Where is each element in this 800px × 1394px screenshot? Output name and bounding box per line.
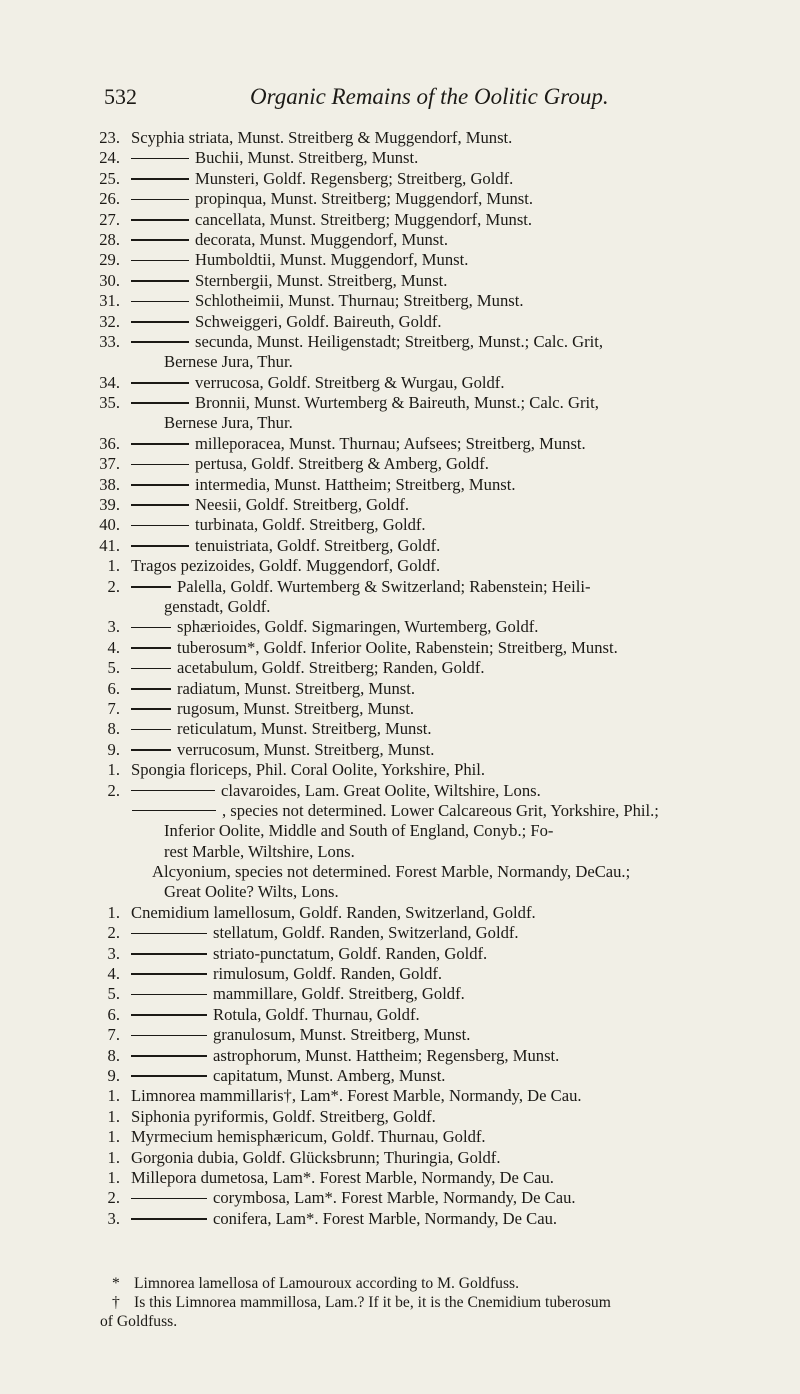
- ditto-rule: [131, 178, 189, 180]
- entry-row: [0, 1127, 800, 1147]
- footnote: [112, 1293, 792, 1312]
- ditto-rule: [131, 280, 189, 282]
- entry-row: [0, 210, 800, 230]
- entry-number: 2.: [107, 923, 120, 943]
- entry-content: conifera, Lam*. Forest Marble, Normandy, De Cau.: [213, 1208, 558, 1228]
- entry-row: [0, 1046, 800, 1066]
- entry-content: turbinata, Goldf. Streitberg, Goldf.: [195, 515, 426, 535]
- entry-row: [0, 964, 800, 984]
- entry-text: [131, 1005, 420, 1025]
- entry-text: [131, 1046, 559, 1066]
- entry-row: [0, 413, 800, 433]
- entry-row: [0, 393, 800, 413]
- entry-content: sphærioides, Goldf. Sigmaringen, Wurtemberg, Goldf.: [177, 617, 539, 637]
- entry-content: Great Oolite? Wilts, Lons.: [164, 882, 339, 902]
- entry-content: reticulatum, Munst. Streitberg, Munst.: [177, 719, 432, 739]
- entry-text: [164, 597, 270, 617]
- entry-text: [131, 169, 513, 189]
- entry-content: Millepora dumetosa, Lam*. Forest Marble, Normandy, De Cau.: [131, 1167, 554, 1187]
- footnote-text: Is this Limnorea mammillosa, Lam.? If it be, it is the Cnemidium tuberosum: [134, 1294, 611, 1311]
- entry-row: [0, 1086, 800, 1106]
- entry-content: stellatum, Goldf. Randen, Switzerland, Goldf.: [213, 923, 519, 943]
- entry-content: Cnemidium lamellosum, Goldf. Randen, Switzerland, Goldf.: [131, 902, 536, 922]
- ditto-rule: [131, 525, 189, 527]
- footnote-mark: *: [112, 1275, 120, 1292]
- entry-text: [131, 475, 515, 495]
- entry-row: [0, 781, 800, 801]
- entry-text: [131, 1188, 576, 1208]
- entry-number: 41.: [99, 535, 120, 555]
- entry-row: [0, 1066, 800, 1086]
- entry-number: 8.: [107, 1045, 120, 1065]
- page-header: [104, 84, 744, 114]
- ditto-rule: [131, 321, 189, 323]
- ditto-rule: [131, 219, 189, 221]
- entry-number: 30.: [99, 270, 120, 290]
- entry-content: Humboldtii, Munst. Muggendorf, Munst.: [195, 250, 469, 270]
- entry-text: [131, 189, 533, 209]
- ditto-rule: [131, 158, 189, 160]
- entry-text: [131, 1209, 557, 1229]
- entry-text: [131, 454, 489, 474]
- page-number: 532: [104, 84, 137, 109]
- ditto-rule: [131, 443, 189, 445]
- entry-content: Myrmecium hemisphæricum, Goldf. Thurnau, Goldf.: [131, 1127, 486, 1147]
- entry-content: pertusa, Goldf. Streitberg & Amberg, Goldf.: [195, 454, 489, 474]
- entry-row: [0, 536, 800, 556]
- ditto-rule: [131, 1198, 207, 1200]
- ditto-rule: [131, 484, 189, 486]
- entry-text: [131, 148, 418, 168]
- entry-content: Buchii, Munst. Streitberg, Munst.: [195, 148, 419, 168]
- entry-text: [152, 862, 630, 882]
- entry-row: [0, 679, 800, 699]
- ditto-rule: [131, 1014, 207, 1016]
- entry-number: 36.: [99, 433, 120, 453]
- entry-row: [0, 882, 800, 902]
- entry-content: Bronnii, Munst. Wurtemberg & Baireuth, Munst.; Calc. Grit,: [195, 393, 599, 413]
- ditto-rule: [131, 545, 189, 547]
- entry-number: 29.: [99, 250, 120, 270]
- entry-content: cancellata, Munst. Streitberg; Muggendorf, Munst.: [195, 209, 533, 229]
- entry-row: [0, 577, 800, 597]
- entry-content: rugosum, Munst. Streitberg, Munst.: [177, 698, 415, 718]
- entry-row: [0, 434, 800, 454]
- entry-text: [131, 1148, 500, 1168]
- entry-content: Neesii, Goldf. Streitberg, Goldf.: [195, 495, 409, 515]
- entry-row: [0, 842, 800, 862]
- ditto-rule: [131, 729, 171, 731]
- ditto-rule: [131, 1218, 207, 1220]
- entry-text: [131, 1168, 554, 1188]
- entry-content: Gorgonia dubia, Goldf. Glücksbrunn; Thuringia, Goldf.: [131, 1147, 501, 1167]
- entry-number: 2.: [107, 780, 120, 800]
- entry-text: [164, 821, 553, 841]
- entry-text: [131, 984, 465, 1004]
- ditto-rule: [131, 790, 215, 792]
- entry-content: Palella, Goldf. Wurtemberg & Switzerland; Rabenstein; Heili-: [177, 576, 591, 596]
- entry-text: [131, 964, 442, 984]
- entry-text: [131, 903, 536, 923]
- ditto-rule: [131, 933, 207, 935]
- entry-row: [0, 760, 800, 780]
- entry-number: 7.: [107, 1025, 120, 1045]
- entry-number: 39.: [99, 495, 120, 515]
- entry-content: corymbosa, Lam*. Forest Marble, Normandy, De Cau.: [213, 1188, 576, 1208]
- ditto-rule: [131, 260, 189, 262]
- entry-number: 31.: [99, 291, 120, 311]
- entry-row: [0, 1025, 800, 1045]
- ditto-rule: [131, 749, 171, 751]
- entry-content: verrucosum, Munst. Streitberg, Munst.: [177, 739, 435, 759]
- entry-number: 35.: [99, 393, 120, 413]
- entry-row: [0, 271, 800, 291]
- entry-number: 37.: [99, 454, 120, 474]
- ditto-rule: [131, 239, 189, 241]
- entry-text: [131, 760, 485, 780]
- entry-row: [0, 250, 800, 270]
- entry-row: [0, 475, 800, 495]
- entry-row: [0, 658, 800, 678]
- entry-text: [131, 536, 440, 556]
- entry-text: [131, 719, 432, 739]
- entry-content: tuberosum*, Goldf. Inferior Oolite, Rabenstein; Streitberg, Munst.: [177, 637, 618, 657]
- entry-number: 25.: [99, 168, 120, 188]
- entry-text: [131, 373, 504, 393]
- entry-text: [222, 801, 659, 821]
- ditto-rule: [131, 301, 189, 303]
- entry-text: [131, 577, 590, 597]
- entry-text: [131, 617, 538, 637]
- entry-text: [131, 271, 447, 291]
- entry-content: Siphonia pyriformis, Goldf. Streitberg, Goldf.: [131, 1106, 436, 1126]
- entry-row: [0, 597, 800, 617]
- entry-content: Munsteri, Goldf. Regensberg; Streitberg, Goldf.: [195, 168, 514, 188]
- footnotes: [100, 1274, 792, 1331]
- entry-content: mammillare, Goldf. Streitberg, Goldf.: [213, 984, 465, 1004]
- entry-number: 1.: [107, 902, 120, 922]
- entry-row: [0, 189, 800, 209]
- entry-content: milleporacea, Munst. Thurnau; Aufsees; Streitberg, Munst.: [195, 433, 586, 453]
- entry-row: [0, 515, 800, 535]
- entry-text: [131, 679, 415, 699]
- entry-text: [164, 882, 339, 902]
- entry-content: Alcyonium, species not determined. Forest Marble, Normandy, DeCau.;: [152, 862, 631, 882]
- entry-row: [0, 699, 800, 719]
- entry-text: [131, 1086, 582, 1106]
- entry-row: [0, 148, 800, 168]
- entry-row: [0, 1148, 800, 1168]
- entry-row: [0, 1107, 800, 1127]
- entry-text: [131, 230, 448, 250]
- entry-content: Schweiggeri, Goldf. Baireuth, Goldf.: [195, 311, 442, 331]
- entry-content: Bernese Jura, Thur.: [164, 413, 293, 433]
- entry-content: secunda, Munst. Heiligenstadt; Streitberg, Munst.; Calc. Grit,: [195, 331, 604, 351]
- entry-row: [0, 454, 800, 474]
- ditto-rule: [131, 1055, 207, 1057]
- entry-number: 33.: [99, 331, 120, 351]
- entry-row: [0, 556, 800, 576]
- entry-text: [131, 312, 442, 332]
- footnote: [100, 1312, 792, 1331]
- entry-text: [131, 944, 487, 964]
- footnote: [112, 1274, 792, 1293]
- entry-row: [0, 169, 800, 189]
- entry-text: [131, 638, 618, 658]
- entry-content: , species not determined. Lower Calcareous Grit, Yorkshire, Phil.;: [222, 800, 659, 820]
- entry-row: [0, 740, 800, 760]
- entry-number: 5.: [107, 658, 120, 678]
- entry-number: 1.: [107, 760, 120, 780]
- entry-text: [131, 250, 468, 270]
- entry-row: [0, 617, 800, 637]
- entry-text: [131, 699, 414, 719]
- ditto-rule: [131, 382, 189, 384]
- entry-row: [0, 1005, 800, 1025]
- entry-content: granulosum, Munst. Streitberg, Munst.: [213, 1025, 471, 1045]
- entry-row: [0, 1188, 800, 1208]
- entry-number: 38.: [99, 474, 120, 494]
- ditto-rule: [131, 647, 171, 649]
- entry-number: 1.: [107, 556, 120, 576]
- ditto-rule: [131, 708, 171, 710]
- entry-content: acetabulum, Goldf. Streitberg; Randen, Goldf.: [177, 658, 485, 678]
- ditto-rule: [131, 402, 189, 404]
- entry-content: striato-punctatum, Goldf. Randen, Goldf.: [213, 943, 488, 963]
- entry-content: Rotula, Goldf. Thurnau, Goldf.: [213, 1004, 420, 1024]
- entry-content: Limnorea mammillaris†, Lam*. Forest Marble, Normandy, De Cau.: [131, 1086, 582, 1106]
- entry-number: 40.: [99, 515, 120, 535]
- entry-content: rimulosum, Goldf. Randen, Goldf.: [213, 964, 443, 984]
- entry-text: [131, 291, 524, 311]
- entry-row: [0, 312, 800, 332]
- footnote-text: of Goldfuss.: [100, 1313, 178, 1330]
- footnote-text: Limnorea lamellosa of Lamouroux according to M. Goldfuss.: [134, 1275, 519, 1292]
- entry-content: genstadt, Goldf.: [164, 596, 271, 616]
- entry-number: 23.: [99, 128, 120, 147]
- ditto-rule: [131, 973, 207, 975]
- entry-row: [0, 1168, 800, 1188]
- entry-content: decorata, Munst. Muggendorf, Munst.: [195, 229, 449, 249]
- entry-number: 5.: [107, 984, 120, 1004]
- entry-content: propinqua, Munst. Streitberg; Muggendorf, Munst.: [195, 189, 534, 209]
- entry-number: 8.: [107, 719, 120, 739]
- entry-row: [0, 862, 800, 882]
- entry-row: [0, 332, 800, 352]
- entry-number: 34.: [99, 372, 120, 392]
- ditto-rule: [132, 810, 216, 812]
- running-title: Organic Remains of the Oolitic Group.: [250, 84, 609, 109]
- entry-row: [0, 984, 800, 1004]
- entry-row: [0, 230, 800, 250]
- entry-number: 1.: [107, 1147, 120, 1167]
- entry-text: [131, 1127, 486, 1147]
- ditto-rule: [131, 953, 207, 955]
- ditto-rule: [131, 688, 171, 690]
- entry-row: [0, 352, 800, 372]
- footnote-mark: †: [112, 1294, 120, 1311]
- entry-number: 26.: [99, 189, 120, 209]
- entry-row: [0, 638, 800, 658]
- ditto-rule: [131, 341, 189, 343]
- entry-text: [131, 515, 426, 535]
- entry-row: [0, 495, 800, 515]
- entry-text: [131, 1066, 445, 1086]
- entry-content: clavaroides, Lam. Great Oolite, Wiltshire, Lons.: [221, 780, 541, 800]
- entry-row: [0, 923, 800, 943]
- entry-number: 6.: [107, 678, 120, 698]
- entry-content: Schlotheimii, Munst. Thurnau; Streitberg, Munst.: [195, 291, 524, 311]
- entry-text: [131, 210, 532, 230]
- entry-content: Bernese Jura, Thur.: [164, 352, 293, 372]
- ditto-rule: [131, 1075, 207, 1077]
- entry-text: [164, 842, 355, 862]
- entry-row: [0, 944, 800, 964]
- ditto-rule: [131, 627, 171, 629]
- ditto-rule: [131, 586, 171, 588]
- entry-row: [0, 821, 800, 841]
- ditto-rule: [131, 199, 189, 201]
- entry-row: [0, 801, 800, 821]
- entry-number: 6.: [107, 1004, 120, 1024]
- entry-text: [131, 332, 603, 352]
- entry-number: 3.: [107, 1208, 120, 1228]
- entry-content: radiatum, Munst. Streitberg, Munst.: [177, 678, 415, 698]
- entry-text: [131, 1025, 470, 1045]
- entry-content: tenuistriata, Goldf. Streitberg, Goldf.: [195, 535, 441, 555]
- entry-number: 28.: [99, 229, 120, 249]
- entry-number: 9.: [107, 739, 120, 759]
- entry-number: 1.: [107, 1106, 120, 1126]
- entry-number: 32.: [99, 311, 120, 331]
- entry-number: 27.: [99, 209, 120, 229]
- entry-content: astrophorum, Munst. Hattheim; Regensberg, Munst.: [213, 1045, 560, 1065]
- entry-text: [131, 781, 541, 801]
- entry-text: [131, 128, 512, 148]
- entry-row: [0, 373, 800, 393]
- entry-row: [0, 1209, 800, 1229]
- entry-content: rest Marble, Wiltshire, Lons.: [164, 841, 355, 861]
- entry-row: [0, 291, 800, 311]
- entry-number: 9.: [107, 1065, 120, 1085]
- entry-number: 3.: [107, 617, 120, 637]
- entry-text: [164, 352, 293, 372]
- ditto-rule: [131, 994, 207, 996]
- entry-number: 2.: [107, 576, 120, 596]
- ditto-rule: [131, 464, 189, 466]
- entry-content: Scyphia striata, Munst. Streitberg & Muggendorf, Munst.: [131, 128, 513, 147]
- entry-text: [131, 556, 440, 576]
- species-list: [0, 128, 800, 1229]
- entry-number: 3.: [107, 943, 120, 963]
- entry-text: [131, 393, 599, 413]
- entry-content: intermedia, Munst. Hattheim; Streitberg, Munst.: [195, 474, 516, 494]
- entry-content: Inferior Oolite, Middle and South of England, Conyb.; Fo-: [164, 821, 554, 841]
- entry-text: [131, 434, 586, 454]
- entry-content: Sternbergii, Munst. Streitberg, Munst.: [195, 270, 448, 290]
- entry-number: 1.: [107, 1127, 120, 1147]
- entry-number: 4.: [107, 637, 120, 657]
- entry-text: [131, 1107, 436, 1127]
- ditto-rule: [131, 504, 189, 506]
- entry-content: verrucosa, Goldf. Streitberg & Wurgau, Goldf.: [195, 372, 505, 392]
- entry-text: [164, 413, 293, 433]
- entry-text: [131, 740, 434, 760]
- entry-content: capitatum, Munst. Amberg, Munst.: [213, 1065, 446, 1085]
- entry-number: 4.: [107, 964, 120, 984]
- entry-number: 1.: [107, 1167, 120, 1187]
- ditto-rule: [131, 668, 171, 670]
- entry-number: 7.: [107, 698, 120, 718]
- entry-content: Tragos pezizoides, Goldf. Muggendorf, Goldf.: [131, 556, 441, 576]
- entry-number: 1.: [107, 1086, 120, 1106]
- ditto-rule: [131, 1035, 207, 1037]
- entry-text: [131, 923, 519, 943]
- entry-number: 2.: [107, 1188, 120, 1208]
- entry-row: [0, 128, 800, 148]
- entry-row: [0, 903, 800, 923]
- entry-text: [131, 495, 409, 515]
- entry-number: 24.: [99, 148, 120, 168]
- entry-content: Spongia floriceps, Phil. Coral Oolite, Yorkshire, Phil.: [131, 760, 485, 780]
- entry-text: [131, 658, 485, 678]
- entry-row: [0, 719, 800, 739]
